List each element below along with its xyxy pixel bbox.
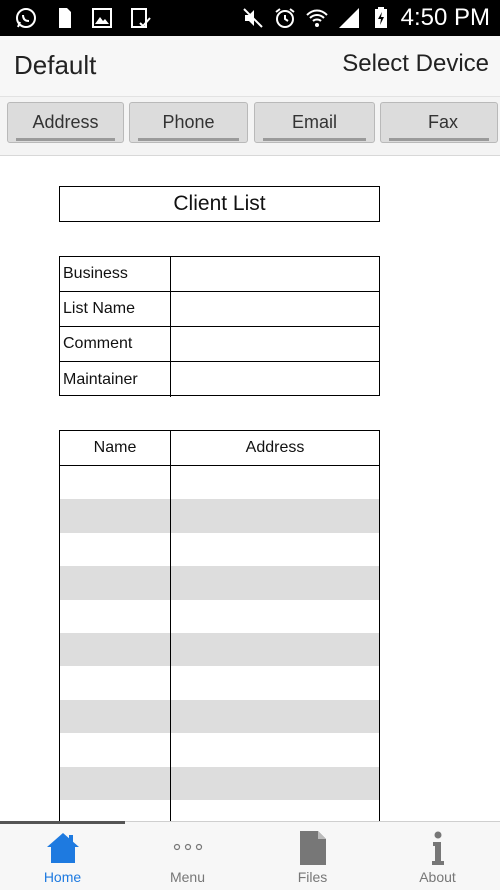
table-row[interactable] <box>60 466 379 499</box>
table-row[interactable] <box>60 633 379 666</box>
table-row[interactable] <box>60 600 379 633</box>
comment-field[interactable] <box>171 327 379 361</box>
info-label: Maintainer <box>60 362 171 397</box>
task-check-icon <box>128 6 152 30</box>
info-row-maintainer <box>60 362 379 397</box>
tab-fax[interactable] <box>380 102 498 143</box>
nav-label: About <box>419 869 456 885</box>
whatsapp-icon <box>14 6 38 30</box>
name-cell <box>60 767 171 800</box>
sim-card-icon <box>52 6 76 30</box>
nav-label: Files <box>297 869 328 885</box>
header-name: Name <box>60 431 171 465</box>
table-row[interactable] <box>60 533 379 566</box>
battery-charging-icon <box>369 6 393 30</box>
name-cell <box>60 499 171 532</box>
table-row[interactable] <box>60 566 379 599</box>
client-list-title-text: Client List <box>173 192 266 215</box>
address-cell <box>171 566 379 599</box>
name-cell <box>60 633 171 666</box>
mute-icon <box>241 6 265 30</box>
table-row[interactable] <box>60 499 379 532</box>
home-icon <box>45 830 81 866</box>
address-cell <box>171 533 379 566</box>
header-address: Address <box>245 439 305 456</box>
info-label: Comment <box>60 327 171 361</box>
info-icon <box>420 830 456 866</box>
app-bar <box>0 36 500 97</box>
tab-bar <box>0 97 500 156</box>
address-cell <box>171 767 379 800</box>
tab-underline <box>16 138 115 141</box>
maintainer-field[interactable] <box>171 362 379 397</box>
nav-files[interactable] <box>250 822 375 890</box>
nav-home[interactable] <box>0 822 125 890</box>
tab-label: Email <box>291 112 337 132</box>
name-cell <box>60 666 171 699</box>
name-cell <box>60 566 171 599</box>
tab-email[interactable] <box>254 102 375 143</box>
name-cell <box>60 533 171 566</box>
name-cell <box>60 600 171 633</box>
list-name-field[interactable] <box>171 292 379 326</box>
table-row[interactable] <box>60 800 379 822</box>
select-device-button[interactable]: Select Device <box>342 50 489 77</box>
nav-label: Home <box>43 869 82 885</box>
tab-underline <box>389 138 489 141</box>
status-bar <box>0 0 500 36</box>
business-field[interactable] <box>171 257 379 291</box>
bottom-navigation <box>0 821 500 890</box>
tab-label: Address <box>32 112 99 132</box>
info-row-list-name <box>60 292 379 327</box>
address-cell <box>171 666 379 699</box>
address-cell <box>171 466 379 499</box>
tab-label: Phone <box>162 112 215 132</box>
address-cell <box>171 733 379 766</box>
list-info-table <box>59 256 380 396</box>
tab-underline <box>263 138 366 141</box>
address-cell <box>171 633 379 666</box>
client-table <box>59 430 380 822</box>
nav-label: Menu <box>169 869 206 885</box>
address-cell <box>171 800 379 822</box>
alarm-icon <box>273 6 297 30</box>
info-row-comment <box>60 327 379 362</box>
status-time: 4:50 PM <box>400 4 490 31</box>
address-cell <box>171 499 379 532</box>
client-table-header <box>60 431 379 466</box>
table-row[interactable] <box>60 666 379 699</box>
app-title: Default <box>14 50 97 80</box>
info-row-business <box>60 257 379 292</box>
nav-menu[interactable] <box>125 822 250 890</box>
nav-about[interactable] <box>375 822 500 890</box>
more-icon <box>170 830 206 866</box>
signal-icon <box>337 6 361 30</box>
wifi-icon <box>305 6 329 30</box>
name-cell <box>60 800 171 822</box>
info-label: Business <box>60 257 171 291</box>
table-row[interactable] <box>60 700 379 733</box>
gallery-icon <box>90 6 114 30</box>
address-cell <box>171 700 379 733</box>
address-cell <box>171 600 379 633</box>
name-cell <box>60 466 171 499</box>
table-row[interactable] <box>60 767 379 800</box>
table-row[interactable] <box>60 733 379 766</box>
name-cell <box>60 700 171 733</box>
tab-underline <box>138 138 239 141</box>
client-list-title <box>59 186 380 222</box>
file-icon <box>295 830 331 866</box>
name-cell <box>60 733 171 766</box>
info-label: List Name <box>60 292 171 326</box>
tab-phone[interactable] <box>129 102 248 143</box>
tab-label: Fax <box>428 112 459 132</box>
tab-address[interactable] <box>7 102 124 143</box>
